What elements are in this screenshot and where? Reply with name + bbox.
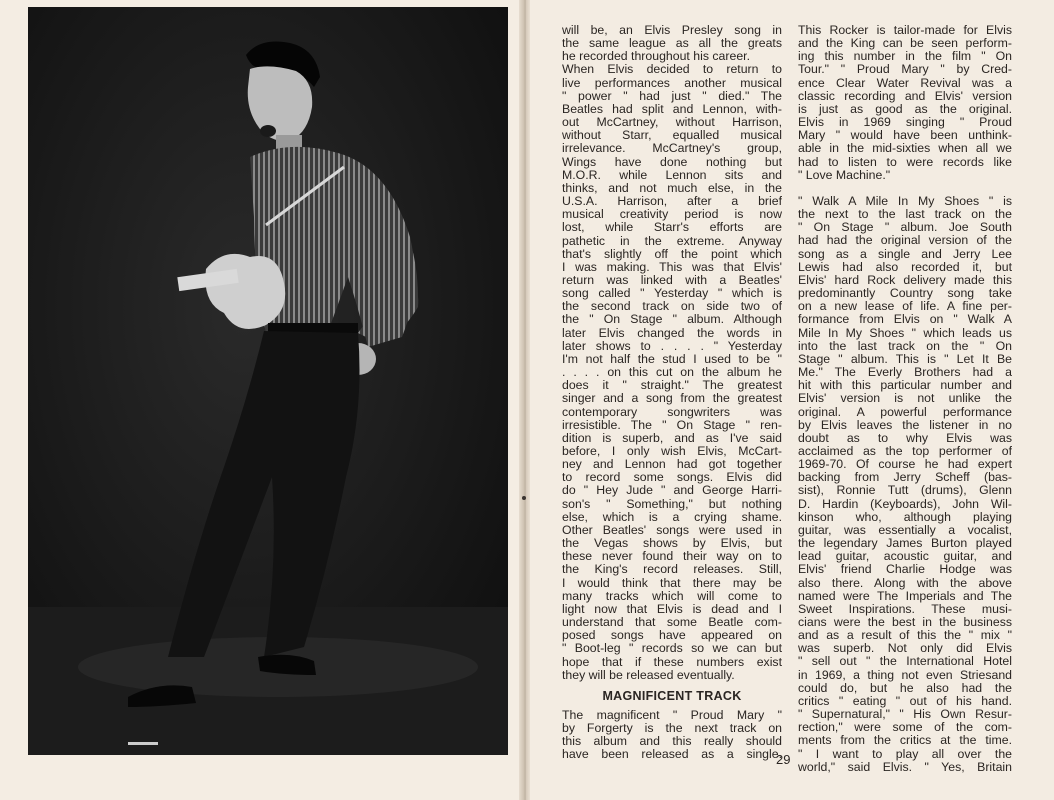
text-line: backing from Jerry Scheff (bas- xyxy=(798,471,1012,485)
text-line: guitar, was essentially a vocalist, xyxy=(798,523,1012,537)
text-line: in 1969, a thing not even Striesand xyxy=(798,668,1012,682)
text-line: to record some songs. Elvis did xyxy=(562,471,782,485)
text-line: Beatles had split and Lennon, with- xyxy=(562,102,782,116)
section-heading: MAGNIFICENT TRACK xyxy=(602,688,742,703)
text-line: Sweet Inspirations. These musi- xyxy=(798,602,1012,616)
text-line: singer and a song from the greatest xyxy=(562,392,782,406)
text-line: irresistible. The " On Stage " ren- xyxy=(562,418,782,432)
text-line: 1969-70. Of course he had expert xyxy=(798,458,1012,472)
text-line: song called " Yesterday " which is xyxy=(562,287,782,301)
text-line: Wings have done nothing but xyxy=(562,155,782,169)
photo-illustration xyxy=(28,7,508,755)
text-line: Elvis' hard Rock delivery made this xyxy=(798,273,1012,287)
text-line: and the King can be seen perform- xyxy=(798,37,1012,51)
paragraph-gap xyxy=(798,182,1012,195)
elvis-photo xyxy=(28,7,508,755)
text-line: formance from Elvis on " Walk A xyxy=(798,313,1012,327)
text-line: dition is superb, and as I've said xyxy=(562,431,782,445)
text-line: understand that some Beatle com- xyxy=(562,616,782,630)
text-line: rection," were some of the com- xyxy=(798,721,1012,735)
text-line: Elvis' friend Charlie Hodge was xyxy=(798,563,1012,577)
text-line: " Supernatural," " His Own Resur- xyxy=(798,708,1012,722)
text-line: U.S.A. Harrison, after a brief xyxy=(562,195,782,209)
text-line: these never found their way on to xyxy=(562,550,782,564)
left-page xyxy=(0,0,524,800)
text-line: else, which is a crying shame. xyxy=(562,510,782,524)
page-number: 29 xyxy=(776,752,791,767)
text-line: D. Hardin (Keyboards), John Wil- xyxy=(798,497,1012,511)
text-line: This Rocker is tailor-made for Elvis xyxy=(798,24,1012,37)
text-line: before, I only wish Elvis, McCart- xyxy=(562,445,782,458)
text-line: this album and this really should xyxy=(562,735,782,749)
text-column-2 xyxy=(798,24,1012,774)
text-line: many tracks which will come to xyxy=(562,589,782,603)
text-line: Mile In My Shoes " which leads us xyxy=(798,326,1012,340)
text-line: lead guitar, acoustic guitar, and xyxy=(798,550,1012,564)
text-line: song as a single and Jerry Lee xyxy=(798,247,1012,261)
text-line: the same league as all the greats xyxy=(562,37,782,51)
text-line: musical creativity period is now xyxy=(562,208,782,222)
text-line: able in the mid-sixties when all we xyxy=(798,142,1012,156)
text-line: return was linked with a Beatles' xyxy=(562,273,782,287)
text-line: " Walk A Mile In My Shoes " is xyxy=(798,195,1012,209)
text-line: the second track on side two of xyxy=(562,300,782,314)
text-line: ments from the critics at the time. xyxy=(798,734,1012,748)
text-line: kinson who, although playing xyxy=(798,510,1012,524)
text-line: does it " straight." The greatest xyxy=(562,379,782,393)
text-line: contemporary songwriters was xyxy=(562,405,782,419)
text-line: the legendary James Burton played xyxy=(798,537,1012,551)
text-line: that's slightly off the point which xyxy=(562,247,782,261)
text-line: out McCartney, without Harrison, xyxy=(562,116,782,130)
text-line: When Elvis decided to return to xyxy=(562,63,782,77)
text-line: doubt as to why Elvis was xyxy=(798,431,1012,445)
text-line: later Elvis changed the words in xyxy=(562,326,782,340)
text-line: M.O.R. while Lennon sits and xyxy=(562,168,782,182)
text-line: had had the original version of the xyxy=(798,234,1012,248)
text-line: " power " had just " died." The xyxy=(562,89,782,103)
text-line: will be, an Elvis Presley song in xyxy=(562,24,782,37)
text-line: light now that Elvis is dead and I xyxy=(562,602,782,616)
text-line: thinks, and not much else, in the xyxy=(562,181,782,195)
text-line: Lewis had also recorded it, but xyxy=(798,260,1012,274)
text-line: also there. Along with the above xyxy=(798,576,1012,590)
text-line: " On Stage " album. Joe South xyxy=(798,221,1012,235)
text-line: Mary " would have been unthink- xyxy=(798,129,1012,143)
text-line: . . . . on this cut on the album he xyxy=(562,366,782,380)
text-line: predominantly Country song take xyxy=(798,287,1012,301)
text-line: irrelevance. McCartney's group, xyxy=(562,142,782,156)
text-line: critics " eating " out of his hand. xyxy=(798,694,1012,708)
text-line: the " On Stage " album. Although xyxy=(562,313,782,327)
text-line: " I want to play all over the xyxy=(798,747,1012,761)
text-line: into the last track on the " On xyxy=(798,339,1012,353)
text-line: I would think that there may be xyxy=(562,576,782,590)
text-line: posed songs have appeared on xyxy=(562,629,782,643)
text-line: Stage " album. This is " Let It Be xyxy=(798,352,1012,366)
text-line: ence Clear Water Revival was a xyxy=(798,76,1012,90)
text-line: classic recording and Elvis' version xyxy=(798,89,1012,103)
text-line: Elvis' version is not unlike the xyxy=(798,392,1012,406)
binding-dot xyxy=(522,496,526,500)
text-column-1 xyxy=(562,24,782,762)
text-line: ney and Lennon had got together xyxy=(562,458,782,472)
text-line: " sell out " the International Hotel xyxy=(798,655,1012,669)
text-line: The magnificent " Proud Mary " xyxy=(562,708,782,722)
text-line: had to listen to were records like xyxy=(798,155,1012,169)
text-line: hit with this particular number and xyxy=(798,379,1012,393)
text-line: I was making. This was that Elvis' xyxy=(562,260,782,274)
text-line: original. A powerful performance xyxy=(798,405,1012,419)
text-line: do " Hey Jude " and George Harri- xyxy=(562,484,782,498)
text-line: live performances another musical xyxy=(562,76,782,90)
text-line: they will be released eventually. xyxy=(562,668,735,682)
text-line: he recorded throughout his career. xyxy=(562,50,750,64)
text-line: named were The Imperials and The xyxy=(798,589,1012,603)
text-line: lost, while Starr's efforts are xyxy=(562,221,782,235)
text-line: Elvis in 1969 singing " Proud xyxy=(798,116,1012,130)
text-line: " Boot-leg " records so we can but xyxy=(562,642,782,656)
text-line: by Elvis leaves the listener in no xyxy=(798,418,1012,432)
text-line: by Forgerty is the next track on xyxy=(562,722,782,736)
text-line: without Starr, equalled musical xyxy=(562,129,782,143)
text-line: son's " Something," but nothing xyxy=(562,497,782,511)
text-line: the Vegas shows by Elvis, but xyxy=(562,537,782,551)
text-line: acclaimed as the top performer of xyxy=(798,444,1012,458)
text-line: Tour." " Proud Mary " by Cred- xyxy=(798,63,1012,77)
text-line: I'm not half the stud I used to be " xyxy=(562,352,782,366)
text-line: on a new lease of life. A fine per- xyxy=(798,300,1012,314)
text-line: Other Beatles' songs were used in xyxy=(562,523,782,537)
text-line: world," said Elvis. " Yes, Britain xyxy=(798,760,1012,774)
text-line: was superb. Not only did Elvis xyxy=(798,642,1012,656)
text-line: could do, but he also had the xyxy=(798,681,1012,695)
text-line: is just as good as the original. xyxy=(798,102,1012,116)
text-line: ing this number in the film " On xyxy=(798,50,1012,64)
text-line: later shows to . . . . " Yesterday xyxy=(562,339,782,353)
text-line: pathetic in the extreme. Anyway xyxy=(562,234,782,248)
text-line: Me." The Everly Brothers had a xyxy=(798,366,1012,380)
text-line: the King's record releases. Still, xyxy=(562,563,782,577)
text-line: and as a result of this the " mix " xyxy=(798,629,1012,643)
text-line: hope that if these numbers exist xyxy=(562,655,782,669)
text-line: " Love Machine." xyxy=(798,168,891,182)
text-line: the next to the last track on the xyxy=(798,208,1012,222)
text-line: sist), Ronnie Tutt (drums), Glenn xyxy=(798,484,1012,498)
text-line: have been released as a single. xyxy=(562,748,782,762)
text-line: cians were the best in the business xyxy=(798,616,1012,630)
